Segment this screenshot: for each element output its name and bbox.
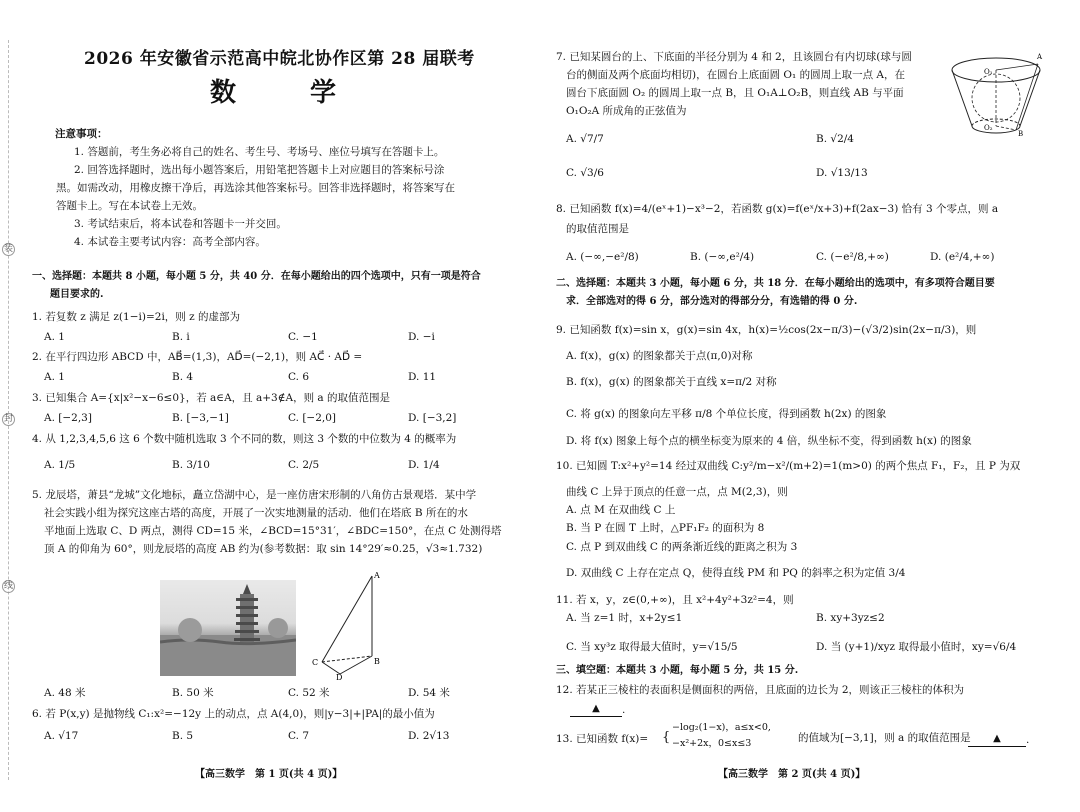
- q5-option-a: A. 48 米: [44, 687, 86, 699]
- section1-heading: 一、选择题：本题共 8 小题，每小题 5 分，共 40 分．在每小题给出的四个选项中，只有一项是符合: [32, 271, 481, 282]
- q7-option-c: C. √3/6: [566, 167, 604, 179]
- section2-heading: 二、选择题：本题共 3 小题，每小题 6 分，共 18 分．在每小题给出的选项中，有多项符合题目要: [556, 278, 995, 289]
- notice-line: 2. 回答选择题时，选出每小题答案后，用铅笔把答题卡上对应题目的答案标号涂: [74, 164, 445, 176]
- q13-brace: {: [662, 730, 671, 745]
- question-7-line: 圆台下底面圆 O₂ 的圆周上取一点 B，且 O₁A⊥O₂B，则直线 AB 与平面: [566, 87, 904, 99]
- q1-option-d: D. −i: [408, 331, 435, 343]
- question-9: 9. 已知函数 f(x)=sin x，g(x)=sin 4x，h(x)=½cos(2x−π/3)−(√3/2)sin(2x−π/3)，则: [556, 324, 977, 336]
- question-8: 8. 已知函数 f(x)=4/(eˣ+1)−x³−2，若函数 g(x)=f(eˣ/x+3)+f(2ax−3) 恰有 3 个零点，则 a: [556, 203, 999, 215]
- blank-marker-icon: ▲: [592, 703, 600, 714]
- question-5-line: 顶 A 的仰角为 60°，则龙辰塔的高度 AB 约为(参考数据：取 sin 14°29′≈0.25，√3≈1.732): [44, 543, 483, 555]
- q11-option-d: D. 当 (y+1)/xyz 取得最小值时，xy=√6/4: [816, 641, 1017, 653]
- q3-option-c: C. [−2,0]: [288, 412, 337, 424]
- q10-option-b: B. 当 P 在圆 T 上时，△PF₁F₂ 的面积为 8: [566, 522, 765, 534]
- notice-heading: 注意事项：: [55, 128, 108, 140]
- q11-option-c: C. 当 xy³z 取得最大值时，y=√15/5: [566, 641, 738, 653]
- q6-option-d: D. 2√13: [408, 730, 450, 742]
- q5-option-b: B. 50 米: [172, 687, 214, 699]
- q9-option-a: A. f(x)，g(x) 的图象都关于点(π,0)对称: [566, 350, 753, 362]
- q8-option-d: D. (e²/4,+∞): [930, 251, 995, 263]
- q11-option-b: B. xy+3yz≤2: [816, 612, 885, 624]
- q3-option-b: B. [−3,−1]: [172, 412, 229, 424]
- page-footer: 【高三数学 第 2 页(共 4 页)】: [718, 769, 866, 780]
- question-7-line: O₁O₂A 所成角的正弦值为: [566, 105, 687, 117]
- q4-option-a: A. 1/5: [44, 459, 76, 471]
- q13-suffix: 的值域为[−3,1]，则 a 的取值范围是: [798, 732, 971, 744]
- binding-dashed-line: [8, 40, 9, 780]
- fig-label-b: B: [374, 657, 380, 666]
- fig-label-a: A: [1037, 53, 1043, 61]
- exam-title: 2026 年安徽省示范高中皖北协作区第 28 届联考: [84, 49, 475, 69]
- q2-option-d: D. 11: [408, 371, 437, 383]
- q7-option-a: A. √7/7: [566, 133, 604, 145]
- question-7-line: 台的侧面及两个底面均相切)，在圆台上底面圆 O₁ 的圆周上取一点 A，在: [566, 69, 906, 81]
- q1-option-c: C. −1: [288, 331, 318, 343]
- q8-option-c: C. (−e²/8,+∞): [816, 251, 889, 263]
- answer-blank: [968, 731, 1026, 747]
- answer-blank: [570, 701, 622, 717]
- q10-option-d: D. 双曲线 C 上存在定点 Q，使得直线 PM 和 PQ 的斜率之积为定值 3/4: [566, 567, 906, 579]
- q13-prefix: 13. 已知函数 f(x)=: [556, 733, 649, 745]
- q2-option-b: B. 4: [172, 371, 194, 383]
- section3-heading: 三、填空题：本题共 3 小题，每小题 5 分，共 15 分.: [556, 665, 799, 676]
- exam-page-2: [540, 0, 1080, 812]
- frustum-diagram: [946, 50, 1046, 138]
- q8-option-b: B. (−∞,e²/4): [690, 251, 755, 263]
- question-3: 3. 已知集合 A={x|x²−x−6≤0}，若 a∈A，且 a+3∉A，则 a 的取值范围是: [32, 392, 391, 404]
- q3-option-d: D. [−3,2]: [408, 412, 457, 424]
- q5-option-d: D. 54 米: [408, 687, 450, 699]
- page-footer: 【高三数学 第 1 页(共 4 页)】: [195, 769, 343, 780]
- question-1: 1. 若复数 z 满足 z(1−i)=2i，则 z 的虚部为: [32, 311, 241, 323]
- q13-case-2: −x²+2x，0≤x≤3: [672, 738, 752, 749]
- binding-mark: 封: [3, 414, 13, 424]
- question-10-cont: 曲线 C 上异于顶点的任意一点，点 M(2,3)，则: [566, 486, 788, 498]
- question-2: 2. 在平行四边形 ABCD 中，AB⃗=(1,3)，AD⃗=(−2,1)，则 AC⃗ · AD⃗ =: [32, 351, 363, 363]
- q6-option-c: C. 7: [288, 730, 310, 742]
- q4-option-d: D. 1/4: [408, 459, 440, 471]
- question-8-cont: 的取值范围是: [566, 223, 629, 235]
- tower-diagram: [300, 570, 390, 680]
- section1-heading-cont: 题目要求的.: [50, 289, 104, 300]
- q1-option-a: A. 1: [44, 331, 65, 343]
- q6-option-a: A. √17: [44, 730, 79, 742]
- subject-title: 数 学: [210, 78, 361, 108]
- notice-line: 4. 本试卷主要考试内容：高考全部内容。: [74, 236, 266, 248]
- q1-option-b: B. i: [172, 331, 190, 343]
- question-4: 4. 从 1,2,3,4,5,6 这 6 个数中随机选取 3 个不同的数，则这 3 个数的中位数为 4 的概率为: [32, 433, 457, 445]
- question-7-line: 7. 已知某圆台的上、下底面的半径分别为 4 和 2，且该圆台有内切球(球与圆: [556, 51, 912, 63]
- notice-line: 3. 考试结束后，将本试卷和答题卡一并交回。: [74, 218, 287, 230]
- question-13: [556, 732, 648, 746]
- q13-case-1: −log₂(1−x)，a≤x<0,: [672, 722, 771, 733]
- q11-option-a: A. 当 z=1 时，x+2y≤1: [566, 612, 683, 624]
- q5-option-c: C. 52 米: [288, 687, 330, 699]
- q3-option-a: A. [−2,3]: [44, 412, 92, 424]
- q2-option-a: A. 1: [44, 371, 65, 383]
- question-11: 11. 若 x，y，z∈(0,+∞)，且 x²+4y²+3z²=4，则: [556, 594, 794, 606]
- q7-option-d: D. √13/13: [816, 167, 868, 179]
- question-12: 12. 若某正三棱柱的表面积是侧面积的两倍，且底面的边长为 2，则该正三棱柱的体积为: [556, 684, 965, 696]
- q8-option-a: A. (−∞,−e²/8): [566, 251, 639, 263]
- fig-label-d: D: [336, 673, 343, 680]
- question-5-line: 5. 龙辰塔，萧县“龙城”文化地标，矗立岱湖中心，是一座仿唐宋形制的八角仿古景观塔．某中学: [32, 489, 477, 501]
- question-12-answer-line: ▲ .: [570, 701, 625, 717]
- question-10: 10. 已知圆 T:x²+y²=14 经过双曲线 C:y²/m−x²/(m+2)=1(m>0) 的两个焦点 F₁，F₂，且 P 为双: [556, 460, 1021, 472]
- fig-label-b: B: [1018, 130, 1024, 138]
- notice-line: 1. 答题前，考生务必将自己的姓名、考生号、考场号、座位号填写在答题卡上。: [74, 146, 445, 158]
- q7-option-b: B. √2/4: [816, 133, 854, 145]
- fig-label-c: C: [312, 658, 319, 667]
- question-5-line: 社会实践小组为探究这座古塔的高度，开展了一次实地测量的活动．他们在塔底 B 所在的水: [44, 507, 468, 519]
- binding-mark: 线: [3, 581, 13, 591]
- section2-heading-cont: 求．全部选对的得 6 分，部分选对的得部分分，有选错的得 0 分.: [566, 296, 858, 307]
- q2-option-c: C. 6: [288, 371, 310, 383]
- q9-option-d: D. 将 f(x) 图象上每个点的横坐标变为原来的 4 倍，纵坐标不变，得到函数 h(x) 的图象: [566, 435, 972, 447]
- binding-mark: 装: [3, 244, 13, 254]
- pagoda-photo: [160, 580, 296, 676]
- q4-option-b: B. 3/10: [172, 459, 210, 471]
- q9-option-c: C. 将 g(x) 的图象向左平移 π/8 个单位长度，得到函数 h(2x) 的图象: [566, 408, 887, 420]
- question-5-line: 平地面上选取 C、D 两点，测得 CD=15 米，∠BCD=15°31′，∠BDC=150°，在点 C 处测得塔: [44, 525, 502, 537]
- fig-label-a: A: [374, 571, 380, 580]
- q10-option-a: A. 点 M 在双曲线 C 上: [566, 504, 676, 516]
- q10-option-c: C. 点 P 到双曲线 C 的两条渐近线的距离之积为 3: [566, 541, 798, 553]
- question-6: 6. 若 P(x,y) 是抛物线 C₁:x²=−12y 上的动点，点 A(4,0)，则|y−3|+|PA|的最小值为: [32, 708, 435, 720]
- fig-label-o2: O₂: [984, 124, 993, 132]
- fig-label-o1: O₁: [984, 68, 993, 76]
- notice-line: 答题卡上。写在本试卷上无效。: [56, 200, 203, 212]
- q9-option-b: B. f(x)，g(x) 的图象都关于直线 x=π/2 对称: [566, 376, 777, 388]
- q13-answer-line: ▲ .: [968, 731, 1029, 747]
- q4-option-c: C. 2/5: [288, 459, 320, 471]
- blank-marker-icon: ▲: [993, 733, 1001, 744]
- q6-option-b: B. 5: [172, 730, 194, 742]
- notice-line: 黑。如需改动，用橡皮擦干净后，再选涂其他答案标号。回答非选择题时，将答案写在: [56, 182, 455, 194]
